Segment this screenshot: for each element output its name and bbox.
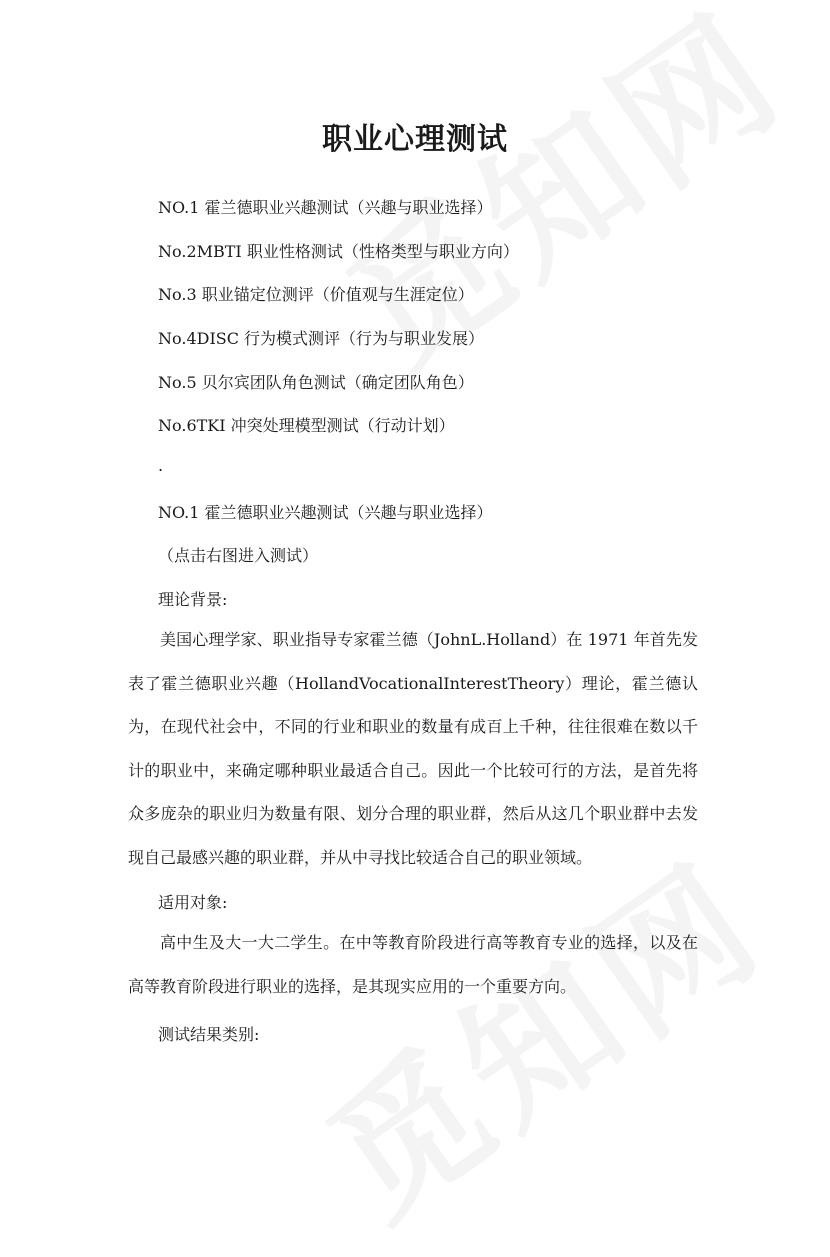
separator: . bbox=[158, 456, 164, 475]
section-heading: NO.1 霍兰德职业兴趣测试（兴趣与职业选择） bbox=[158, 503, 493, 522]
audience-paragraph: 高中生及大一大二学生。在中等教育阶段进行高等教育专业的选择，以及在高等教育阶段进行职业的选择，是其现实应用的一个重要方向。 bbox=[128, 933, 698, 996]
toc-item-2[interactable]: No.2MBTI 职业性格测试（性格类型与职业方向） bbox=[158, 242, 519, 261]
toc-item-4[interactable]: No.4DISC 行为模式测评（行为与职业发展） bbox=[158, 329, 485, 348]
theory-label: 理论背景: bbox=[158, 590, 228, 609]
toc-item-3[interactable]: No.3 职业锚定位测评（价值观与生涯定位） bbox=[158, 285, 474, 304]
toc-item-5[interactable]: No.5 贝尔宾团队角色测试（确定团队角色） bbox=[158, 373, 474, 392]
page-title: 职业心理测试 bbox=[322, 122, 508, 157]
toc-item-1[interactable]: NO.1 霍兰德职业兴趣测试（兴趣与职业选择） bbox=[158, 198, 493, 217]
theory-paragraph: 美国心理学家、职业指导专家霍兰德（JohnL.Holland）在 1971 年首先发表了霍兰德职业兴趣（HollandVocationalInterestTheory）理论，霍兰德认为，在现代社会中，不同的行业和职业的数量有成百上千种，往往很难在数以千计的职业中，来确定哪种职业最适合自己。因此一个比较可行的方法，是首先将众多庞杂的职业归为数量有限、划分合理的职业群，然后从这几个职业群中去发现自己最感兴趣的职业群，并从中寻找比较适合自己的职业领域。 bbox=[128, 630, 698, 867]
click-hint[interactable]: （点击右图进入测试） bbox=[158, 546, 319, 565]
result-label: 测试结果类别: bbox=[158, 1025, 260, 1044]
audience-label: 适用对象: bbox=[158, 893, 228, 912]
toc-item-6[interactable]: No.6TKI 冲突处理模型测试（行动计划） bbox=[158, 416, 455, 435]
